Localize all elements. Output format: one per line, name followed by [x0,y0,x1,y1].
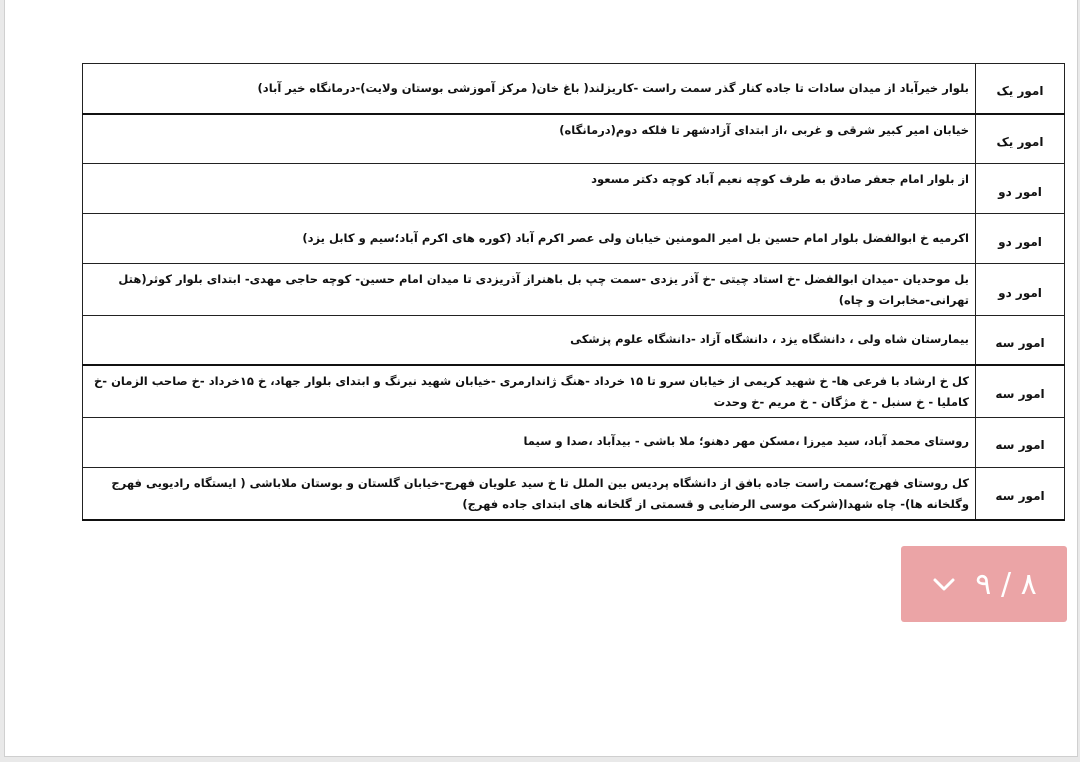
table-row [83,316,1065,365]
table-row [83,467,1065,520]
area-cell: خیابان امیر کبیر شرقی و غربی ،از ابتدای آزادشهر تا فلکه دوم(درمانگاه) [83,114,976,164]
department-cell: امور یک [976,64,1065,114]
area-cell: بل موحدیان -میدان ابوالفضل -خ استاد چیتی -خ آذر یزدی -سمت چپ بل باهنراز آذریزدی تا میدان امام حسین- کوچه حاجی مهدی- ابتدای بلوار کوثر(هتل تهرانی-مخابرات و چاه) [83,264,976,316]
page-indicator-text: ۹ / ۸ [975,566,1037,602]
table-row [83,114,1065,164]
table-row [83,264,1065,316]
table-row [83,64,1065,114]
area-cell: کل روستای فهرج؛سمت راست جاده بافق از دانشگاه پردیس بین الملل تا خ سید علویان فهرج-خیابان گلستان و بوستان ملاباشی ( ایستگاه رادیویی فهرج وگلخانه ها)- چاه شهدا(شرکت موسی الرضایی و قسمتی از گلخانه های ابتدای جاده فهرج) [83,467,976,520]
table-row [83,365,1065,418]
area-cell: اکرمیه خ ابوالفضل بلوار امام حسین بل امیر المومنین خیابان ولی عصر اکرم آباد (کوره های اکرم آباد؛سیم و کابل یزد) [83,214,976,264]
department-cell: امور یک [976,114,1065,164]
page-indicator-button[interactable] [901,546,1067,622]
department-cell: امور سه [976,365,1065,418]
schedule-table [82,63,1065,521]
table-row [83,164,1065,214]
table-row [83,417,1065,467]
department-cell: امور دو [976,214,1065,264]
area-cell: بلوار خیرآباد از میدان سادات تا جاده کنار گذر سمت راست -کاریزلند( باغ خان( مرکز آموزشی بوستان ولایت)-درمانگاه خیر آباد) [83,64,976,114]
area-cell: روستای محمد آباد، سید میرزا ،مسکن مهر دهنو؛ ملا باشی - بیدآباد ،صدا و سیما [83,417,976,467]
area-cell: بیمارستان شاه ولی ، دانشگاه یزد ، دانشگاه آزاد -دانشگاه علوم پزشکی [83,316,976,365]
department-cell: امور سه [976,417,1065,467]
area-cell: کل خ ارشاد با فرعی ها- خ شهید کریمی از خیابان سرو تا ۱۵ خرداد -هنگ ژاندارمری -خیابان شهید نیرنگ و ابتدای بلوار جهاد، خ ۱۵خرداد -خ صاحب الزمان -خ کاملیا - خ سنبل - خ مژگان - خ مریم -خ وحدت [83,365,976,418]
chevron-down-icon [931,571,957,597]
department-cell: امور دو [976,164,1065,214]
department-cell: امور سه [976,316,1065,365]
area-cell: از بلوار امام جعفر صادق به طرف کوچه نعیم آباد کوچه دکتر مسعود [83,164,976,214]
table-row [83,214,1065,264]
department-cell: امور دو [976,264,1065,316]
department-cell: امور سه [976,467,1065,520]
